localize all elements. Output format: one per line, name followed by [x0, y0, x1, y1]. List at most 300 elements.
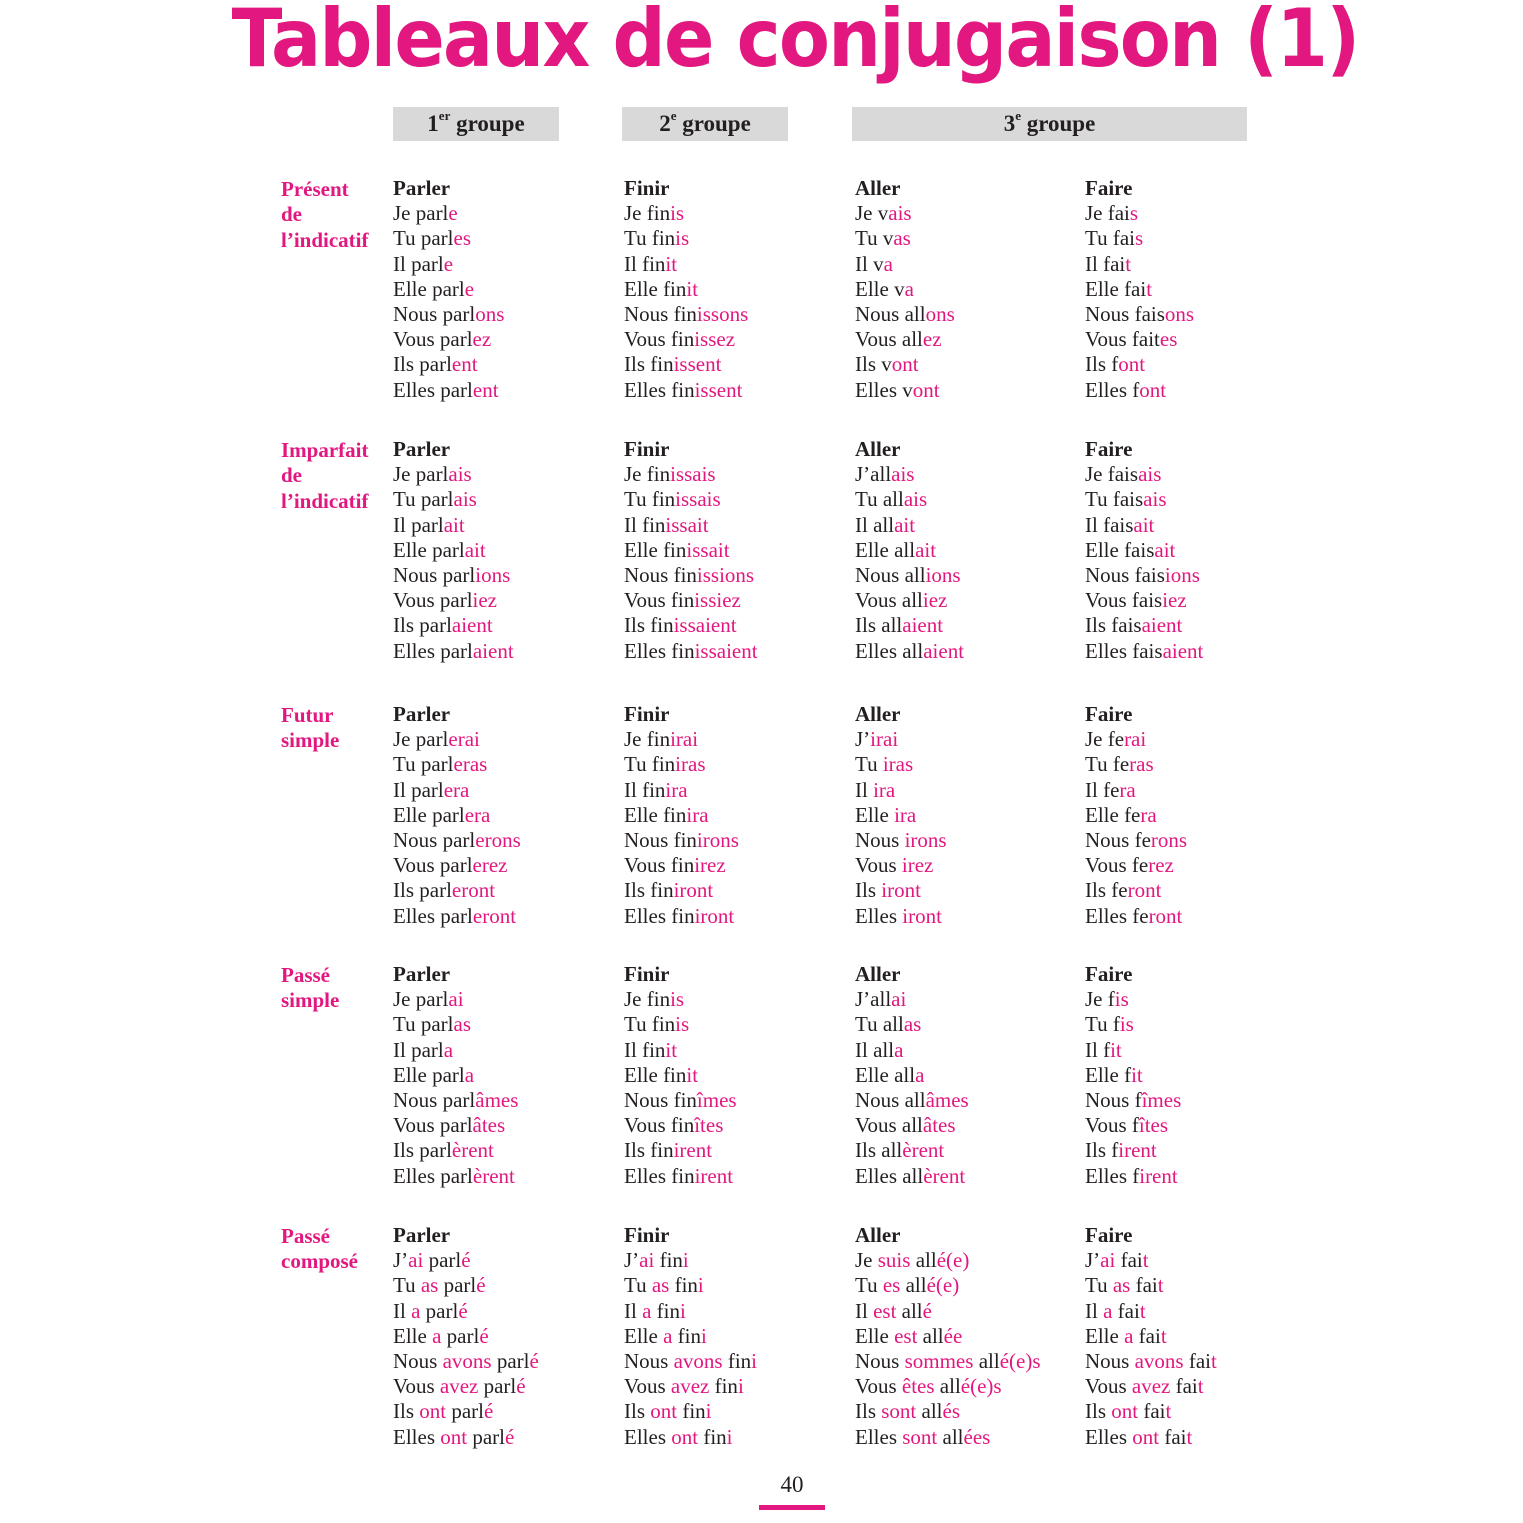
verb-column: [855, 176, 955, 403]
form-ending: is: [1119, 1012, 1134, 1037]
conjugated-form: [624, 853, 739, 878]
form-ending: issez: [694, 327, 736, 352]
form-stem: Elle fin: [624, 1062, 687, 1087]
conjugated-form: [393, 352, 504, 377]
form-ending: é: [461, 1248, 471, 1273]
form-ending: ions: [1164, 563, 1200, 588]
form-ending: i: [700, 1323, 707, 1348]
form-ending: é: [922, 1298, 932, 1323]
form-stem: Nous: [855, 1349, 905, 1374]
verb-column: [624, 702, 739, 929]
form-stem: all: [896, 1298, 923, 1323]
conjugated-form: [624, 1248, 757, 1273]
form-stem: Je parl: [393, 462, 449, 487]
form-ending: as: [453, 1012, 471, 1037]
conjugated-form: [393, 1399, 539, 1424]
form-ending: é: [484, 1399, 494, 1424]
conjugated-form: [1085, 904, 1187, 929]
form-ending: a: [642, 1298, 652, 1323]
conjugated-form: [393, 563, 514, 588]
conjugated-form: [624, 1299, 757, 1324]
conjugated-form: [1085, 639, 1203, 664]
conjugated-form: [393, 1164, 518, 1189]
form-ending: irent: [1118, 1138, 1157, 1163]
form-ending: s: [1129, 201, 1139, 226]
form-ending: ais: [1138, 462, 1162, 487]
form-stem: J’: [393, 1248, 409, 1273]
verb-infinitive: Parler: [393, 702, 451, 726]
form-stem: J’all: [855, 987, 892, 1012]
verb-infinitive: Finir: [624, 437, 670, 461]
form-stem: Il fin: [624, 777, 666, 802]
conjugated-form: [393, 588, 514, 613]
verb-column: [393, 1223, 539, 1450]
form-stem: parl: [441, 1323, 480, 1348]
conjugated-form: [855, 987, 969, 1012]
tense-label-line: Présent: [281, 177, 349, 201]
form-stem: Elle fais: [1085, 537, 1155, 562]
conjugated-form: [1085, 752, 1187, 777]
form-ending: ira: [665, 777, 688, 802]
conjugated-form: [624, 987, 737, 1012]
form-stem: fai: [1138, 1399, 1166, 1424]
form-stem: Elle parl: [393, 1062, 465, 1087]
form-ending: a: [464, 1062, 475, 1087]
form-stem: Elles all: [855, 1163, 924, 1188]
conjugated-form: [1085, 853, 1187, 878]
conjugated-form: [1085, 803, 1187, 828]
form-stem: Nous parl: [393, 1088, 476, 1113]
conjugated-form: [855, 904, 947, 929]
conjugated-form: [1085, 1299, 1217, 1324]
conjugated-form: [1085, 327, 1194, 352]
form-stem: Nous fais: [1085, 563, 1165, 588]
form-stem: all: [937, 1424, 964, 1449]
conjugated-form: [624, 352, 748, 377]
conjugated-form: [624, 1399, 757, 1424]
conjugated-form: [393, 1374, 539, 1399]
form-ending: sommes: [904, 1349, 974, 1374]
verb-infinitive: Aller: [855, 176, 901, 200]
conjugated-form: [393, 487, 514, 512]
form-ending: ront: [1127, 878, 1162, 903]
form-ending: avons: [442, 1349, 492, 1374]
form-stem: all: [900, 1273, 927, 1298]
form-stem: parl: [478, 1374, 517, 1399]
conjugated-form: [393, 1324, 539, 1349]
form-stem: Elle: [393, 1323, 433, 1348]
form-stem: Il: [393, 1298, 412, 1323]
verb-infinitive: Parler: [393, 437, 451, 461]
form-stem: Il fai: [1085, 251, 1126, 276]
form-stem: Nous all: [855, 563, 926, 588]
form-ending: i: [682, 1248, 689, 1273]
form-stem: Vous all: [855, 588, 923, 613]
tense-label-line: Futur: [281, 703, 334, 727]
conjugated-form: [393, 1299, 539, 1324]
conjugated-form: [1085, 1012, 1181, 1037]
form-ending: ai: [408, 1248, 424, 1273]
form-stem: Ils fin: [624, 1138, 674, 1163]
form-ending: é: [529, 1349, 539, 1374]
form-ending: iez: [1162, 588, 1187, 613]
conjugated-form: [855, 1374, 1041, 1399]
form-ending: suis: [877, 1248, 911, 1273]
form-ending: ras: [1129, 752, 1154, 777]
form-ending: it: [1110, 1037, 1122, 1062]
form-ending: âtes: [922, 1113, 956, 1138]
form-stem: Nous: [393, 1349, 443, 1374]
form-stem: Elle: [855, 802, 895, 827]
form-ending: rai: [1124, 727, 1147, 752]
form-stem: Nous f: [1085, 1088, 1142, 1113]
form-stem: Nous: [855, 828, 905, 853]
form-ending: est: [873, 1298, 897, 1323]
form-stem: J’: [855, 727, 871, 752]
form-ending: ont: [1139, 377, 1167, 402]
form-ending: i: [705, 1399, 712, 1424]
conjugated-form: [855, 1425, 1041, 1450]
conjugated-form: [1085, 588, 1203, 613]
form-ending: it: [1131, 1062, 1143, 1087]
form-stem: Vous all: [855, 327, 923, 352]
form-stem: fai: [1170, 1374, 1198, 1399]
conjugated-form: [855, 878, 947, 903]
conjugated-form: [624, 1063, 737, 1088]
form-stem: Vous: [855, 853, 902, 878]
form-stem: Elle fin: [624, 276, 687, 301]
form-stem: Elle fin: [624, 537, 687, 562]
form-ending: âmes: [475, 1088, 519, 1113]
form-ending: ons: [475, 302, 505, 327]
form-stem: Ils parl: [393, 352, 452, 377]
conjugated-form: [855, 201, 955, 226]
form-stem: Nous fin: [624, 302, 697, 327]
conjugated-form: [624, 327, 748, 352]
form-stem: Je fin: [624, 727, 671, 752]
form-ending: ais: [448, 462, 472, 487]
conjugated-form: [1085, 1038, 1181, 1063]
conjugated-form: [393, 639, 514, 664]
form-ending: ais: [888, 201, 912, 226]
form-stem: Elles: [393, 1424, 441, 1449]
form-stem: Vous parl: [393, 853, 473, 878]
form-ending: rons: [1150, 828, 1188, 853]
conjugated-form: [855, 1063, 969, 1088]
form-ending: t: [1186, 1424, 1193, 1449]
form-ending: eras: [453, 752, 488, 777]
form-ending: ira: [894, 802, 917, 827]
form-ending: ions: [925, 563, 961, 588]
form-ending: i: [679, 1298, 686, 1323]
form-ending: îtes: [1138, 1113, 1169, 1138]
verb-infinitive: Parler: [393, 1223, 451, 1247]
form-stem: Nous fin: [624, 1088, 697, 1113]
form-stem: Vous fin: [624, 588, 695, 613]
form-ending: é(e): [936, 1248, 970, 1273]
page-title: Tableaux de conjugaison (1): [231, 0, 1359, 85]
form-stem: Vous parl: [393, 588, 473, 613]
form-stem: Tu all: [855, 1012, 904, 1037]
verb-infinitive: Faire: [1085, 437, 1133, 461]
form-ending: ont: [671, 1424, 699, 1449]
form-ending: i: [726, 1424, 733, 1449]
conjugated-form: [855, 1324, 1041, 1349]
form-ending: e: [464, 276, 475, 301]
form-stem: Tu: [1085, 1273, 1113, 1298]
form-stem: Nous parl: [393, 828, 476, 853]
page-number-underline: [759, 1505, 825, 1510]
conjugated-form: [855, 1113, 969, 1138]
form-ending: irent: [673, 1138, 713, 1163]
form-ending: ont: [440, 1424, 468, 1449]
form-ending: t: [1146, 276, 1153, 301]
form-stem: Je f: [1085, 987, 1115, 1012]
form-stem: Je fin: [624, 201, 671, 226]
tense-label: [281, 703, 339, 754]
verb-infinitive: Parler: [393, 176, 451, 200]
conjugated-form: [624, 1374, 757, 1399]
form-ending: irai: [670, 727, 699, 752]
form-ending: issait: [665, 512, 709, 537]
form-ending: ez: [922, 327, 942, 352]
conjugated-form: [1085, 1164, 1181, 1189]
conjugated-form: [624, 1164, 737, 1189]
form-ending: ira: [873, 777, 896, 802]
verb-infinitive: Finir: [624, 176, 670, 200]
group-header-3: 3e groupe: [852, 107, 1247, 141]
form-stem: Je parl: [393, 201, 449, 226]
form-ending: èrent: [902, 1138, 945, 1163]
form-stem: Il parl: [393, 777, 444, 802]
form-ending: issais: [675, 487, 721, 512]
form-ending: e: [443, 251, 454, 276]
form-stem: Elle v: [855, 276, 905, 301]
conjugated-form: [855, 302, 955, 327]
form-ending: issais: [670, 462, 716, 487]
form-ending: ira: [686, 802, 709, 827]
conjugated-form: [393, 778, 521, 803]
form-ending: t: [1197, 1374, 1204, 1399]
conjugated-form: [624, 252, 748, 277]
form-stem: Ils fin: [624, 878, 674, 903]
form-ending: avez: [439, 1374, 479, 1399]
form-stem: Ils parl: [393, 1138, 452, 1163]
conjugated-form: [393, 904, 521, 929]
conjugated-form: [393, 201, 504, 226]
verb-column: [624, 962, 737, 1189]
form-ending: ent: [451, 352, 478, 377]
verb-infinitive: Faire: [1085, 962, 1133, 986]
form-stem: Tu fin: [624, 1012, 676, 1037]
form-stem: Elle f: [1085, 1062, 1132, 1087]
conjugated-form: [624, 904, 739, 929]
form-ending: i: [751, 1349, 758, 1374]
form-ending: avons: [673, 1349, 723, 1374]
conjugated-form: [855, 1248, 1041, 1273]
form-stem: Elles parl: [393, 1163, 473, 1188]
form-ending: a: [411, 1298, 421, 1323]
form-stem: Elles: [855, 903, 903, 928]
form-stem: Vous parl: [393, 327, 473, 352]
form-stem: Tu fin: [624, 752, 676, 777]
form-ending: ait: [1133, 512, 1155, 537]
form-stem: Elle fe: [1085, 802, 1141, 827]
form-ending: as: [651, 1273, 670, 1298]
form-stem: Vous: [855, 1374, 902, 1399]
conjugated-form: [393, 1113, 518, 1138]
conjugated-form: [393, 828, 521, 853]
form-stem: Tu parl: [393, 1012, 454, 1037]
conjugated-form: [393, 987, 518, 1012]
conjugated-form: [393, 1273, 539, 1298]
conjugated-form: [393, 462, 514, 487]
verb-infinitive: Aller: [855, 437, 901, 461]
conjugated-form: [1085, 613, 1203, 638]
conjugated-form: [624, 378, 748, 403]
form-ending: es: [1159, 327, 1178, 352]
conjugated-form: [624, 1324, 757, 1349]
conjugated-form: [624, 1273, 757, 1298]
conjugated-form: [855, 1299, 1041, 1324]
verb-infinitive: Faire: [1085, 176, 1133, 200]
form-ending: ée: [943, 1323, 963, 1348]
form-ending: ai: [448, 987, 464, 1012]
form-stem: Elle fin: [624, 802, 687, 827]
conjugated-form: [1085, 252, 1194, 277]
form-ending: issons: [696, 302, 749, 327]
conjugated-form: [855, 1164, 969, 1189]
form-ending: t: [1165, 1399, 1172, 1424]
verb-infinitive: Finir: [624, 702, 670, 726]
form-ending: is: [670, 987, 685, 1012]
form-ending: sont: [881, 1399, 917, 1424]
form-stem: J’all: [855, 462, 892, 487]
form-ending: is: [675, 1012, 690, 1037]
form-ending: ont: [650, 1399, 678, 1424]
form-ending: ons: [1164, 302, 1195, 327]
form-ending: ais: [903, 487, 928, 512]
form-stem: Il parl: [393, 251, 444, 276]
form-ending: issaient: [694, 638, 758, 663]
form-stem: Ils parl: [393, 878, 452, 903]
form-stem: Je fin: [624, 987, 671, 1012]
form-ending: as: [1112, 1273, 1131, 1298]
verb-infinitive: Faire: [1085, 1223, 1133, 1247]
conjugated-form: [624, 302, 748, 327]
conjugated-form: [1085, 487, 1203, 512]
form-ending: é: [479, 1323, 489, 1348]
verb-column: [1085, 1223, 1217, 1450]
conjugated-form: [624, 277, 748, 302]
form-ending: as: [903, 1012, 922, 1037]
form-ending: ait: [915, 537, 937, 562]
form-stem: Nous: [1085, 1349, 1135, 1374]
form-stem: fin: [651, 1298, 680, 1323]
form-ending: a: [1124, 1323, 1134, 1348]
conjugated-form: [624, 201, 748, 226]
conjugated-form: [1085, 1273, 1217, 1298]
form-stem: Elles fe: [1085, 903, 1149, 928]
form-stem: Tu: [855, 752, 883, 777]
conjugated-form: [855, 803, 947, 828]
form-stem: fai: [1183, 1349, 1211, 1374]
conjugated-form: [393, 1038, 518, 1063]
conjugated-form: [393, 277, 504, 302]
form-stem: parl: [446, 1399, 484, 1424]
form-stem: fai: [1112, 1298, 1140, 1323]
form-ending: es: [882, 1273, 901, 1298]
conjugated-form: [855, 639, 964, 664]
tense-label-line: Passé: [281, 1224, 330, 1248]
conjugated-form: [855, 778, 947, 803]
conjugated-form: [624, 613, 758, 638]
form-ending: é(e)s: [999, 1349, 1041, 1374]
page-number: 40: [780, 1472, 804, 1497]
verb-column: [393, 962, 518, 1189]
form-ending: ai: [891, 987, 907, 1012]
form-stem: Vous fin: [624, 327, 695, 352]
form-ending: erons: [475, 828, 521, 853]
conjugated-form: [624, 513, 758, 538]
form-stem: Nous all: [855, 1088, 926, 1113]
conjugated-form: [855, 853, 947, 878]
conjugated-form: [855, 226, 955, 251]
form-stem: Elle: [1085, 1323, 1125, 1348]
form-stem: parl: [423, 1248, 462, 1273]
conjugated-form: [393, 613, 514, 638]
form-stem: Vous fait: [1085, 327, 1160, 352]
form-stem: Vous fais: [1085, 588, 1163, 613]
tense-label-line: de: [281, 202, 302, 227]
form-ending: a: [915, 1062, 925, 1087]
conjugated-form: [1085, 277, 1194, 302]
form-stem: all: [917, 1323, 944, 1348]
form-ending: ais: [1143, 487, 1167, 512]
verb-column: [393, 176, 504, 403]
form-ending: iront: [694, 903, 735, 928]
conjugated-form: [855, 462, 964, 487]
form-ending: îtes: [694, 1113, 724, 1138]
form-ending: ont: [1132, 1424, 1160, 1449]
conjugated-form: [855, 252, 955, 277]
form-stem: Ils: [1085, 1399, 1112, 1424]
conjugated-form: [624, 462, 758, 487]
form-ending: issait: [686, 537, 730, 562]
conjugated-form: [393, 378, 504, 403]
form-stem: Ils: [855, 1399, 882, 1424]
conjugated-form: [393, 327, 504, 352]
conjugated-form: [1085, 1248, 1217, 1273]
conjugated-form: [1085, 378, 1194, 403]
form-stem: Je fin: [624, 462, 671, 487]
form-stem: Ils f: [1085, 352, 1119, 377]
conjugated-form: [393, 538, 514, 563]
conjugated-form: [1085, 727, 1187, 752]
verb-column: [624, 1223, 757, 1450]
form-stem: Elle parl: [393, 537, 465, 562]
conjugated-form: [855, 378, 955, 403]
form-ending: it: [686, 1062, 699, 1087]
form-ending: ont: [419, 1399, 447, 1424]
form-stem: fin: [709, 1374, 738, 1399]
tense-label-line: Passé: [281, 963, 330, 987]
conjugated-form: [393, 1138, 518, 1163]
form-ending: irons: [904, 828, 947, 853]
conjugated-form: [624, 588, 758, 613]
form-ending: as: [893, 226, 911, 251]
conjugated-form: [393, 226, 504, 251]
